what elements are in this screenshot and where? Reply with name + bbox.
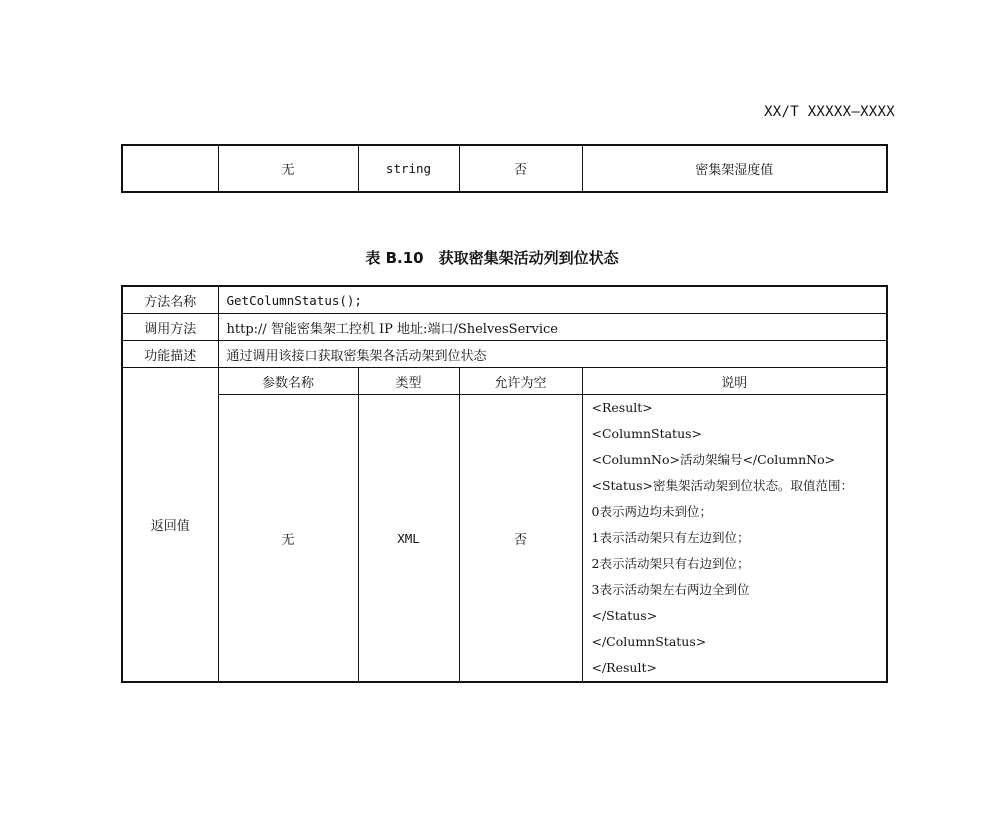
table-row bbox=[122, 314, 887, 341]
type-cell: XML bbox=[358, 395, 459, 683]
description-cell: 密集架湿度值 bbox=[582, 145, 887, 192]
xml-line: 0表示两边均未到位； bbox=[591, 504, 712, 519]
table-row bbox=[122, 145, 887, 192]
nullable-cell: 否 bbox=[459, 145, 582, 192]
xml-line: 1表示活动架只有左边到位； bbox=[591, 530, 750, 545]
xml-line: </Result> bbox=[591, 660, 657, 675]
call-method-value: http:// 智能密集架工控机 IP 地址:端口/ShelvesService bbox=[218, 314, 887, 341]
table-row bbox=[122, 395, 887, 683]
description-cell bbox=[582, 395, 887, 683]
column-header-description: 说明 bbox=[582, 368, 887, 395]
column-header-type: 类型 bbox=[358, 368, 459, 395]
method-name-label: 方法名称 bbox=[122, 286, 218, 314]
xml-line: 3表示活动架左右两边全到位 bbox=[591, 582, 750, 597]
function-label: 功能描述 bbox=[122, 341, 218, 368]
xml-line: </Status> bbox=[591, 608, 658, 623]
param-name-cell: 无 bbox=[218, 395, 358, 683]
type-cell: string bbox=[358, 145, 459, 192]
xml-line: </ColumnStatus> bbox=[591, 634, 707, 649]
table-caption: 表 B.10 获取密集架活动列到位状态 bbox=[365, 249, 619, 267]
function-value: 通过调用该接口获取密集架各活动架到位状态 bbox=[218, 341, 887, 368]
xml-line: 2表示活动架只有右边到位； bbox=[591, 556, 750, 571]
table-row bbox=[122, 341, 887, 368]
interface-table bbox=[121, 285, 888, 683]
xml-line: <Result> bbox=[591, 400, 653, 415]
table-row bbox=[122, 286, 887, 314]
xml-line: <ColumnNo>活动架编号</ColumnNo> bbox=[591, 452, 836, 467]
table-cell-empty bbox=[122, 145, 218, 192]
table-header-row bbox=[122, 368, 887, 395]
return-value-label: 返回值 bbox=[122, 368, 218, 683]
method-name-value: GetColumnStatus(); bbox=[218, 286, 887, 314]
param-name-cell: 无 bbox=[218, 145, 358, 192]
column-header-nullable: 允许为空 bbox=[459, 368, 582, 395]
xml-line: <ColumnStatus> bbox=[591, 426, 703, 441]
call-method-label: 调用方法 bbox=[122, 314, 218, 341]
standard-code: XX/T XXXXX—XXXX bbox=[764, 104, 895, 120]
nullable-cell: 否 bbox=[459, 395, 582, 683]
previous-table-fragment bbox=[121, 144, 888, 193]
xml-line: <Status>密集架活动架到位状态。取值范围： bbox=[591, 478, 853, 493]
column-header-param-name: 参数名称 bbox=[218, 368, 358, 395]
